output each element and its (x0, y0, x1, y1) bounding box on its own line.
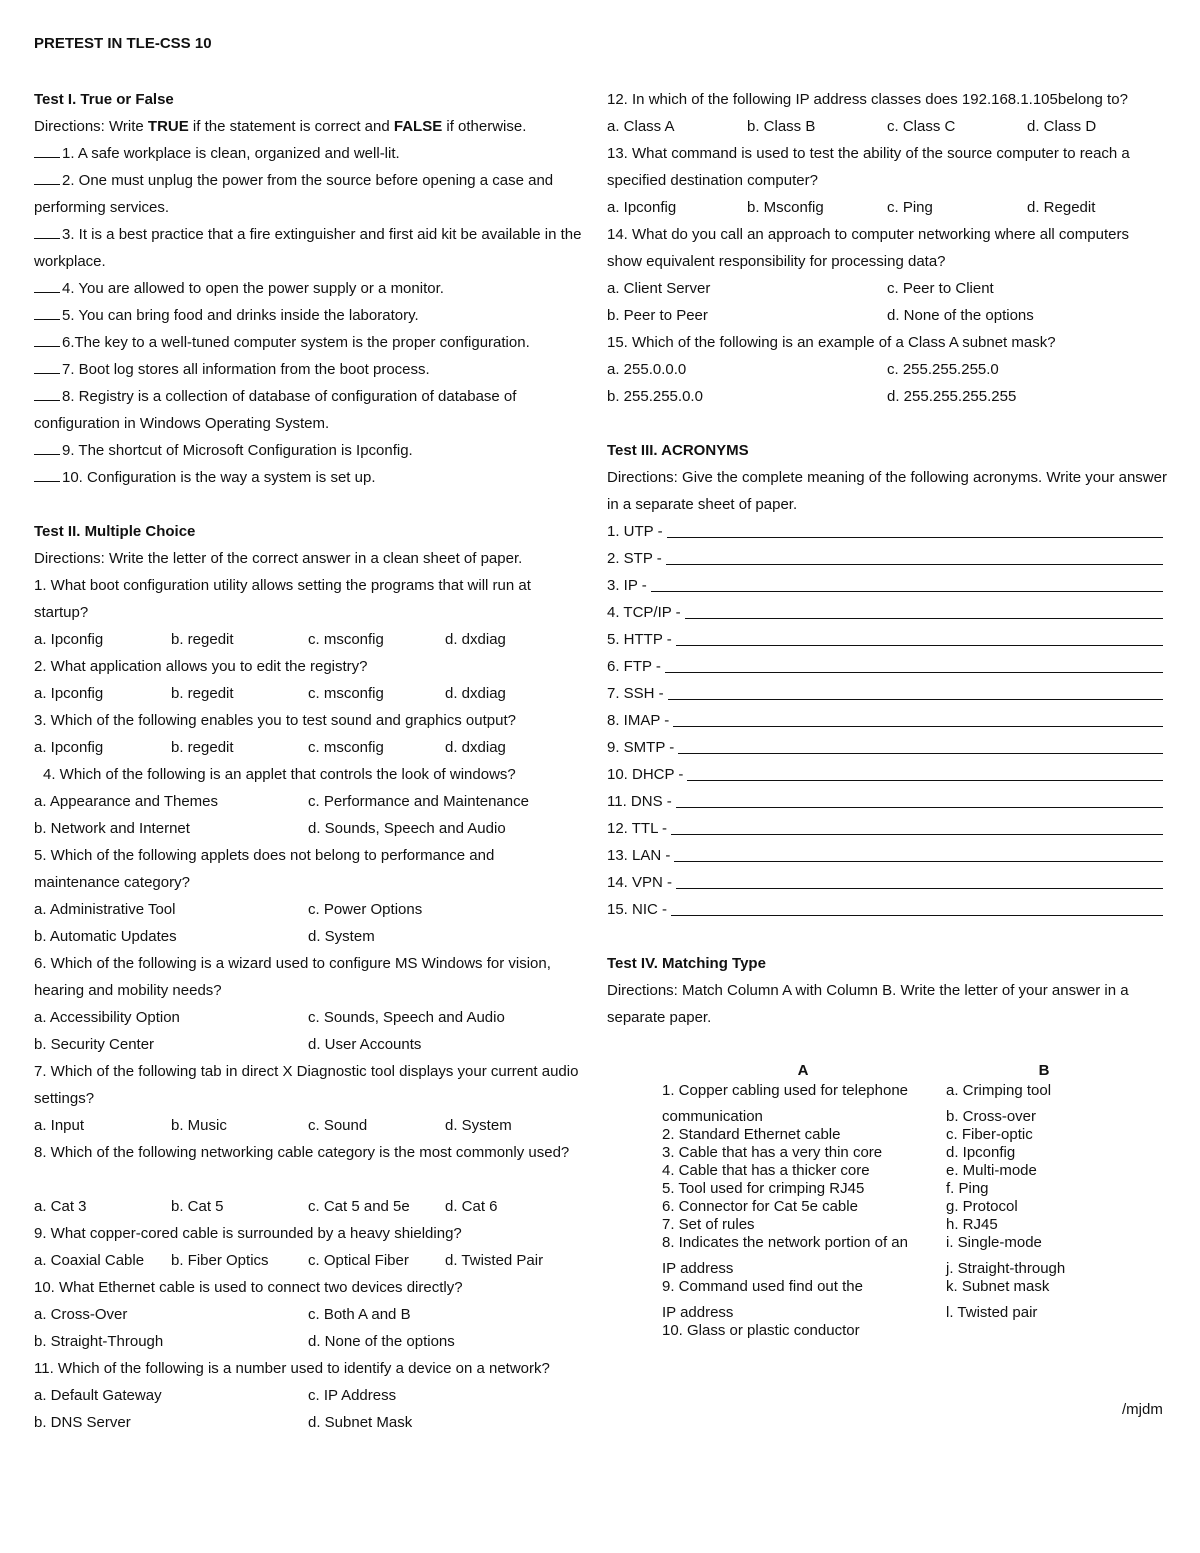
tf-item (34, 437, 582, 464)
question-text: 13. What command is used to test the ability of the source computer to reach a specified destination computer? (607, 145, 1130, 189)
option: c. Cat 5 and 5e (308, 1198, 410, 1215)
acronym-label: 8. IMAP - (607, 712, 670, 729)
column-a-item: communication (662, 1108, 763, 1125)
column-a-item: 10. Glass or plastic conductor (662, 1322, 860, 1339)
acronym-item (607, 572, 1167, 599)
option: a. Ipconfig (34, 631, 104, 648)
option: a. Cat 3 (34, 1198, 87, 1215)
acronym-item (607, 788, 1167, 815)
author-initials: /mjdm (1122, 1401, 1163, 1418)
option: c. msconfig (308, 685, 384, 702)
option: d. Subnet Mask (308, 1414, 413, 1431)
acronym-label: 14. VPN - (607, 874, 673, 891)
column-a-item: 2. Standard Ethernet cable (662, 1126, 841, 1143)
option: a. Ipconfig (34, 685, 104, 702)
option: c. Power Options (308, 901, 423, 918)
directions-text: if otherwise. (442, 118, 527, 135)
test3-directions: Directions: Give the complete meaning of the following acronyms. Write your answer in a separate sheet of paper. (607, 469, 1167, 513)
test1-directions (34, 113, 582, 140)
answer-line[interactable] (651, 572, 1163, 592)
option: c. Sounds, Speech and Audio (308, 1009, 505, 1026)
answer-line[interactable] (671, 815, 1163, 835)
option: c. Optical Fiber (308, 1252, 409, 1269)
option: c. Both A and B (308, 1306, 411, 1323)
option: c. msconfig (308, 739, 384, 756)
option: d. dxdiag (445, 685, 506, 702)
answer-line[interactable] (678, 734, 1163, 754)
acronym-label: 5. HTTP - (607, 631, 672, 648)
options-row (34, 1301, 582, 1328)
option: b. DNS Server (34, 1414, 131, 1431)
acronym-label: 9. SMTP - (607, 739, 675, 756)
options-row (607, 113, 1167, 140)
option: a. Client Server (607, 280, 711, 297)
options-row (34, 1382, 582, 1409)
option: b. Class B (747, 118, 816, 135)
directions-true: TRUE (147, 118, 189, 135)
option: c. IP Address (308, 1387, 397, 1404)
acronym-label: 10. DHCP - (607, 766, 684, 783)
question-text: 12. In which of the following IP address classes does 192.168.1.105belong to? (607, 91, 1128, 108)
column-b-item: d. Ipconfig (946, 1144, 1016, 1161)
answer-blank[interactable] (34, 222, 60, 239)
column-b-item: j. Straight-through (946, 1260, 1066, 1277)
option: b. regedit (171, 685, 234, 702)
question-text: 10. What Ethernet cable is used to connect two devices directly? (34, 1279, 463, 1296)
question-text: 7. Which of the following tab in direct X Diagnostic tool displays your current audio settings? (34, 1063, 579, 1107)
option: b. Straight-Through (34, 1333, 164, 1350)
option: b. Network and Internet (34, 820, 190, 837)
test1-heading: Test I. True or False (34, 91, 174, 108)
acronym-label: 2. STP - (607, 550, 662, 567)
answer-blank[interactable] (34, 384, 60, 401)
option: c. 255.255.255.0 (887, 361, 999, 378)
acronym-item (607, 734, 1167, 761)
column-b-item: i. Single-mode (946, 1234, 1042, 1251)
answer-line[interactable] (668, 680, 1163, 700)
answer-blank[interactable] (34, 303, 60, 320)
question-text: 14. What do you call an approach to computer networking where all computers show equivalent responsibility for processing data? (607, 226, 1129, 270)
option: b. Fiber Optics (171, 1252, 269, 1269)
tf-item (34, 140, 582, 167)
option: d. Class D (1027, 118, 1097, 135)
answer-line[interactable] (666, 545, 1163, 565)
option: d. None of the options (308, 1333, 455, 1350)
answer-blank[interactable] (34, 465, 60, 482)
answer-line[interactable] (676, 869, 1163, 889)
acronym-item (607, 842, 1167, 869)
options-row (34, 1112, 582, 1139)
tf-item (34, 275, 582, 302)
options-row (34, 896, 582, 923)
question-text: 6. Which of the following is a wizard used to configure MS Windows for vision, hearing and mobility needs? (34, 955, 551, 999)
column-b-item: e. Multi-mode (946, 1162, 1037, 1179)
question-text: 1. What boot configuration utility allows setting the programs that will run at startup? (34, 577, 531, 621)
directions-text: if the statement is correct and (188, 118, 394, 135)
tf-item-text: 10. Configuration is the way a system is set up. (62, 469, 376, 486)
option: a. Accessibility Option (34, 1009, 180, 1026)
option: a. Default Gateway (34, 1387, 162, 1404)
question-text: 8. Which of the following networking cable category is the most commonly used? (34, 1144, 570, 1161)
tf-item (34, 356, 582, 383)
answer-line[interactable] (665, 653, 1163, 673)
option: b. Music (171, 1117, 227, 1134)
question-text: 11. Which of the following is a number used to identify a device on a network? (34, 1360, 550, 1377)
acronym-label: 6. FTP - (607, 658, 661, 675)
column-a-header: A (797, 1062, 809, 1079)
directions-text: Directions: Write (34, 118, 148, 135)
right-column (607, 86, 1167, 1031)
acronym-item (607, 707, 1167, 734)
option: b. Security Center (34, 1036, 155, 1053)
answer-line[interactable] (671, 896, 1163, 916)
question-text: 15. Which of the following is an example of a Class A subnet mask? (607, 334, 1056, 351)
option: d. dxdiag (445, 631, 506, 648)
options-row (607, 194, 1167, 221)
acronym-item (607, 545, 1167, 572)
tf-item (34, 221, 582, 275)
answer-line[interactable] (674, 842, 1163, 862)
answer-line[interactable] (685, 599, 1163, 619)
option: b. regedit (171, 631, 234, 648)
option: d. Sounds, Speech and Audio (308, 820, 506, 837)
options-row (34, 1193, 582, 1220)
column-a-item: 9. Command used find out the (662, 1278, 863, 1295)
test3-heading: Test III. ACRONYMS (607, 442, 749, 459)
answer-line[interactable] (667, 518, 1163, 538)
acronym-item (607, 815, 1167, 842)
acronym-label: 12. TTL - (607, 820, 668, 837)
tf-item-text: 3. It is a best practice that a fire extinguisher and first aid kit be available in the workplace. (34, 226, 582, 270)
answer-line[interactable] (676, 788, 1163, 808)
option: c. Peer to Client (887, 280, 994, 297)
column-a-item: IP address (662, 1260, 734, 1277)
acronym-item (607, 653, 1167, 680)
option: a. Administrative Tool (34, 901, 176, 918)
directions-false: FALSE (393, 118, 443, 135)
test2-heading: Test II. Multiple Choice (34, 523, 196, 540)
option: c. Sound (308, 1117, 368, 1134)
option: c. Ping (887, 199, 933, 216)
answer-blank[interactable] (34, 357, 60, 374)
option: a. Appearance and Themes (34, 793, 219, 810)
tf-item-text: 4. You are allowed to open the power supply or a monitor. (62, 280, 444, 297)
acronym-item (607, 896, 1167, 923)
options-row (34, 815, 582, 842)
options-row (34, 1328, 582, 1355)
tf-item-text: 5. You can bring food and drinks inside the laboratory. (62, 307, 419, 324)
tf-item-text: 6.The key to a well-tuned computer system is the proper configuration. (62, 334, 530, 351)
column-a-item: 3. Cable that has a very thin core (662, 1144, 883, 1161)
option: b. Peer to Peer (607, 307, 708, 324)
option: b. 255.255.0.0 (607, 388, 703, 405)
acronym-label: 11. DNS - (607, 793, 672, 810)
tf-item (34, 383, 582, 437)
column-b-item: f. Ping (946, 1180, 989, 1197)
column-a-item: 1. Copper cabling used for telephone (662, 1082, 909, 1099)
column-b-item: a. Crimping tool (946, 1082, 1052, 1099)
options-row (34, 626, 582, 653)
question-text: 9. What copper-cored cable is surrounded by a heavy shielding? (34, 1225, 462, 1242)
column-b-item: b. Cross-over (946, 1108, 1037, 1125)
option: c. Performance and Maintenance (308, 793, 529, 810)
question-text: 3. Which of the following enables you to test sound and graphics output? (34, 712, 516, 729)
acronym-label: 15. NIC - (607, 901, 668, 918)
option: d. Twisted Pair (445, 1252, 544, 1269)
option: a. Class A (607, 118, 675, 135)
column-a-item: 6. Connector for Cat 5e cable (662, 1198, 858, 1215)
answer-blank[interactable] (34, 438, 60, 455)
answer-line[interactable] (687, 761, 1163, 781)
answer-line[interactable] (673, 707, 1163, 727)
option: d. Cat 6 (445, 1198, 498, 1215)
tf-item (34, 464, 582, 491)
tf-item-text: 2. One must unplug the power from the source before opening a case and performing services. (34, 172, 554, 216)
acronym-label: 1. UTP - (607, 523, 663, 540)
option: c. msconfig (308, 631, 384, 648)
acronym-item (607, 680, 1167, 707)
options-row (34, 1004, 582, 1031)
acronym-label: 3. IP - (607, 577, 647, 594)
test2-directions: Directions: Write the letter of the correct answer in a clean sheet of paper. (34, 550, 523, 567)
acronym-label: 13. LAN - (607, 847, 671, 864)
column-a-item: 7. Set of rules (662, 1216, 755, 1233)
acronym-item (607, 869, 1167, 896)
options-row (607, 275, 1167, 302)
options-row (607, 356, 1167, 383)
tf-item-text: 1. A safe workplace is clean, organized and well-lit. (62, 145, 400, 162)
column-a-item: 8. Indicates the network portion of an (662, 1234, 908, 1251)
option: d. 255.255.255.255 (887, 388, 1017, 405)
answer-line[interactable] (676, 626, 1163, 646)
column-a-item: 4. Cable that has a thicker core (662, 1162, 870, 1179)
options-row (34, 1409, 582, 1436)
matching-table (662, 1062, 1162, 1340)
column-a-item: 5. Tool used for crimping RJ45 (662, 1180, 865, 1197)
column-b (946, 1082, 1162, 1340)
option: a. Coaxial Cable (34, 1252, 145, 1269)
acronym-label: 4. TCP/IP - (607, 604, 681, 621)
options-row (34, 734, 582, 761)
question-text: 2. What application allows you to edit the registry? (34, 658, 368, 675)
option: d. Regedit (1027, 199, 1096, 216)
option: a. Cross-Over (34, 1306, 128, 1323)
question-text: 4. Which of the following is an applet that controls the look of windows? (43, 766, 516, 783)
column-b-header: B (1038, 1062, 1050, 1079)
option: a. Ipconfig (607, 199, 677, 216)
column-b-item: c. Fiber-optic (946, 1126, 1033, 1143)
option: b. Msconfig (747, 199, 824, 216)
options-row (607, 302, 1167, 329)
option: b. regedit (171, 739, 234, 756)
acronym-item (607, 518, 1167, 545)
test4-directions: Directions: Match Column A with Column B. Write the letter of your answer in a separate paper. (607, 982, 1129, 1026)
question-text: 5. Which of the following applets does not belong to performance and maintenance category? (34, 847, 495, 891)
answer-blank[interactable] (34, 276, 60, 293)
column-b-item: l. Twisted pair (946, 1304, 1038, 1321)
tf-item-text: 9. The shortcut of Microsoft Configuration is Ipconfig. (62, 442, 413, 459)
column-b-item: h. RJ45 (946, 1216, 998, 1233)
answer-blank[interactable] (34, 330, 60, 347)
option: a. Input (34, 1117, 85, 1134)
answer-blank[interactable] (34, 141, 60, 158)
tf-item-text: 8. Registry is a collection of database of configuration of database of configuration in Windows Operating System. (34, 388, 517, 432)
option: d. dxdiag (445, 739, 506, 756)
tf-item (34, 167, 582, 221)
acronym-label: 7. SSH - (607, 685, 664, 702)
option: a. Ipconfig (34, 739, 104, 756)
column-a-item: IP address (662, 1304, 734, 1321)
option: b. Cat 5 (171, 1198, 224, 1215)
column-b-item: k. Subnet mask (946, 1278, 1050, 1295)
answer-blank[interactable] (34, 168, 60, 185)
tf-item (34, 329, 582, 356)
option: d. System (445, 1117, 512, 1134)
acronym-item (607, 761, 1167, 788)
options-row (34, 923, 582, 950)
option: a. 255.0.0.0 (607, 361, 687, 378)
matching-header (662, 1062, 1162, 1082)
tf-item-text: 7. Boot log stores all information from the boot process. (62, 361, 430, 378)
tf-item (34, 302, 582, 329)
options-row (34, 680, 582, 707)
options-row (34, 1247, 582, 1274)
option: d. None of the options (887, 307, 1034, 324)
option: b. Automatic Updates (34, 928, 177, 945)
options-row (607, 383, 1167, 410)
page-title: PRETEST IN TLE-CSS 10 (34, 35, 212, 52)
acronym-item (607, 626, 1167, 653)
test4-heading: Test IV. Matching Type (607, 955, 766, 972)
acronym-item (607, 599, 1167, 626)
options-row (34, 1031, 582, 1058)
column-b-item: g. Protocol (946, 1198, 1018, 1215)
option: d. System (308, 928, 375, 945)
option: d. User Accounts (308, 1036, 422, 1053)
option: c. Class C (887, 118, 956, 135)
column-a (662, 1082, 946, 1340)
options-row (34, 788, 582, 815)
left-column (34, 86, 582, 1436)
